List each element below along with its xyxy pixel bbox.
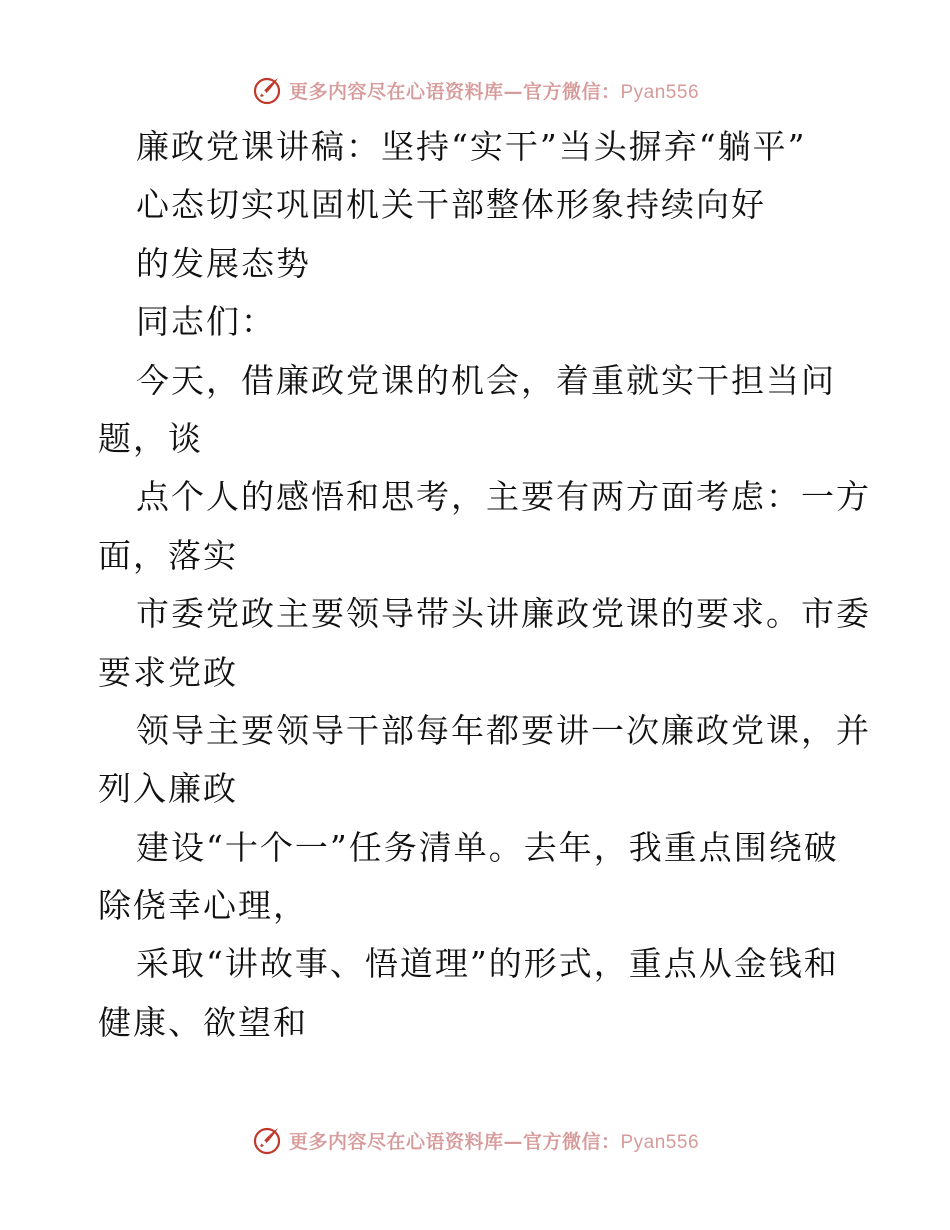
text-line: 心态切实巩固机关干部整体形象持续向好	[136, 185, 766, 225]
text-line: 市委党政主要领导带头讲廉政党课的要求。市委	[136, 594, 871, 634]
document-body	[98, 118, 871, 1052]
text-line: 领导主要领导干部每年都要讲一次廉政党课，并	[136, 710, 871, 750]
text-line: 健康、欲望和	[98, 1002, 308, 1042]
header-brand-id: Pyan556	[620, 81, 700, 103]
text-line: 点个人的感悟和思考，主要有两方面考虑：一方	[136, 477, 871, 517]
text-line: 今天，借廉政党课的机会，着重就实干担当问	[136, 360, 836, 400]
text-line: 同志们：	[136, 302, 276, 342]
header-brand-text: 更多内容尽在心语资料库—官方微信：Pyan556	[288, 80, 700, 103]
footer-brand-id: Pyan556	[620, 1131, 700, 1153]
quill-seal-icon	[251, 1124, 283, 1156]
text-line: 廉政党课讲稿：坚持“实干”当头摒弃“躺平”	[136, 127, 807, 166]
text-line: 面，落实	[98, 535, 238, 575]
text-line: 列入廉政	[98, 769, 238, 809]
header-brand-bar	[0, 70, 950, 110]
text-line: 要求党政	[98, 652, 238, 692]
footer-brand-text: 更多内容尽在心语资料库—官方微信：Pyan556	[288, 1130, 700, 1153]
text-line: 建设“十个一”任务清单。去年，我重点围绕破	[136, 827, 839, 867]
footer-brand-bar	[0, 1120, 950, 1160]
text-line: 题，谈	[98, 418, 203, 458]
text-line: 的发展态势	[136, 243, 311, 283]
quill-seal-icon	[251, 74, 283, 106]
text-line: 除侥幸心理，	[98, 886, 308, 926]
text-line: 采取“讲故事、悟道理”的形式，重点从金钱和	[136, 944, 839, 984]
